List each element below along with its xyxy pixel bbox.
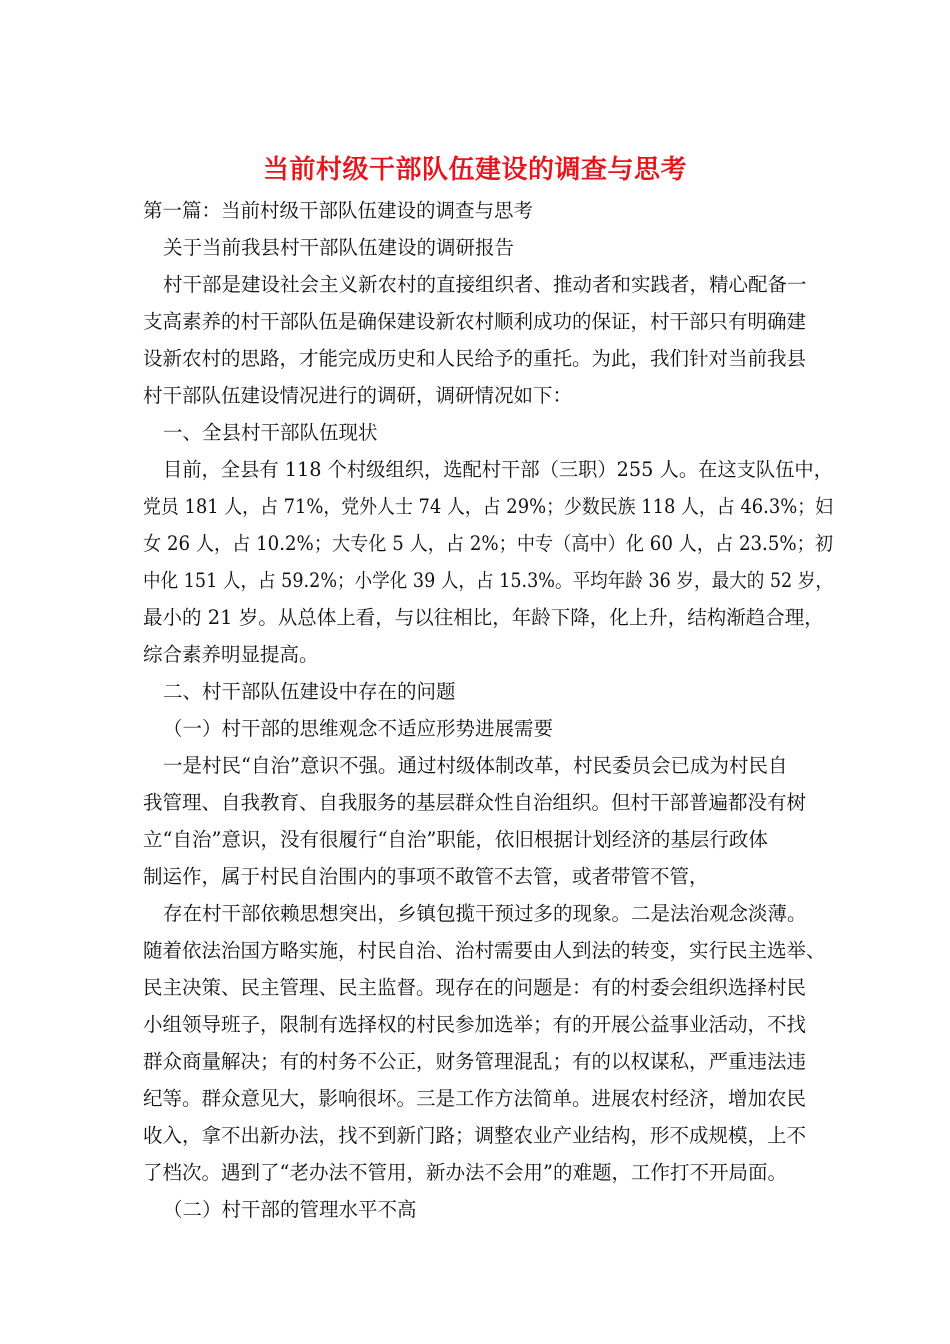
paragraph-line: 一、全县村干部队伍现状 — [163, 421, 378, 444]
paragraph-line: 我管理、自我教育、自我服务的基层群众性自治组织。但村干部普遍都没有树 — [143, 791, 807, 814]
paragraph-line: 支高素养的村干部队伍是确保建设新农村顺利成功的保证，村干部只有明确建 — [143, 310, 807, 333]
paragraph-line: 收入，拿不出新办法，找不到新门路；调整农业产业结构，形不成规模，上不 — [143, 1124, 807, 1147]
paragraph-line: 立“自治”意识，没有很履行“自治”职能，依旧根据计划经济的基层行政体 — [143, 828, 768, 851]
paragraph-line: 目前，全县有 118 个村级组织，选配村干部（三职）255 人。在这支队伍中， — [163, 458, 833, 481]
paragraph-line: 第一篇：当前村级干部队伍建设的调查与思考 — [143, 199, 534, 222]
document-body — [143, 192, 833, 1228]
paragraph-line: 民主决策、民主管理、民主监督。现存在的问题是：有的村委会组织选择村民 — [143, 976, 807, 999]
paragraph-line: （一）村干部的思维观念不适应形势进展需要 — [163, 717, 554, 740]
document-title: 当前村级干部队伍建设的调查与思考 — [262, 155, 687, 185]
paragraph-line: 随着依法治国方略实施，村民自治、治村需要由人到法的转变，实行民主选举、 — [143, 939, 826, 962]
paragraph-line: 二、村干部队伍建设中存在的问题 — [163, 680, 456, 703]
paragraph-line: 村干部队伍建设情况进行的调研，调研情况如下： — [143, 384, 573, 407]
paragraph-line: 女 26 人，占 10.2%；大专化 5 人，占 2%；中专（高中）化 60 人，占 23.5%；初 — [143, 532, 833, 555]
paragraph-line: 村干部是建设社会主义新农村的直接组织者、推动者和实践者，精心配备一 — [163, 273, 807, 296]
paragraph-line: 小组领导班子，限制有选择权的村民参加选举；有的开展公益事业活动，不找 — [143, 1013, 807, 1036]
paragraph-line: 一是村民“自治”意识不强。通过村级体制改革，村民委员会已成为村民自 — [163, 754, 788, 777]
paragraph-line: 存在村干部依赖思想突出，乡镇包揽干预过多的现象。二是法治观念淡薄。 — [163, 902, 807, 925]
paragraph-line: 党员 181 人，占 71%，党外人士 74 人，占 29%；少数民族 118 人，占 46.3%；妇 — [143, 495, 833, 518]
paragraph-line: 制运作，属于村民自治围内的事项不敢管不去管，或者带管不管， — [143, 865, 709, 888]
paragraph-line: 中化 151 人，占 59.2%；小学化 39 人，占 15.3%。平均年龄 36 岁，最大的 52 岁， — [143, 569, 833, 592]
paragraph-line: 群众商量解决；有的村务不公正，财务管理混乱；有的以权谋私，严重违法违 — [143, 1050, 807, 1073]
paragraph-line: 纪等。群众意见大，影响很坏。三是工作方法简单。进展农村经济，增加农民 — [143, 1087, 807, 1110]
paragraph-line: 了档次。遇到了“老办法不管用，新办法不会用”的难题，工作打不开局面。 — [143, 1161, 787, 1184]
paragraph-line: 最小的 21 岁。从总体上看，与以往相比，年龄下降，化上升，结构渐趋合理， — [143, 606, 824, 629]
paragraph-line: 设新农村的思路，才能完成历史和人民给予的重托。为此，我们针对当前我县 — [143, 347, 807, 370]
paragraph-line: （二）村干部的管理水平不高 — [163, 1198, 417, 1221]
paragraph-line: 综合素养明显提高。 — [143, 643, 319, 666]
paragraph-line: 关于当前我县村干部队伍建设的调研报告 — [163, 236, 515, 259]
